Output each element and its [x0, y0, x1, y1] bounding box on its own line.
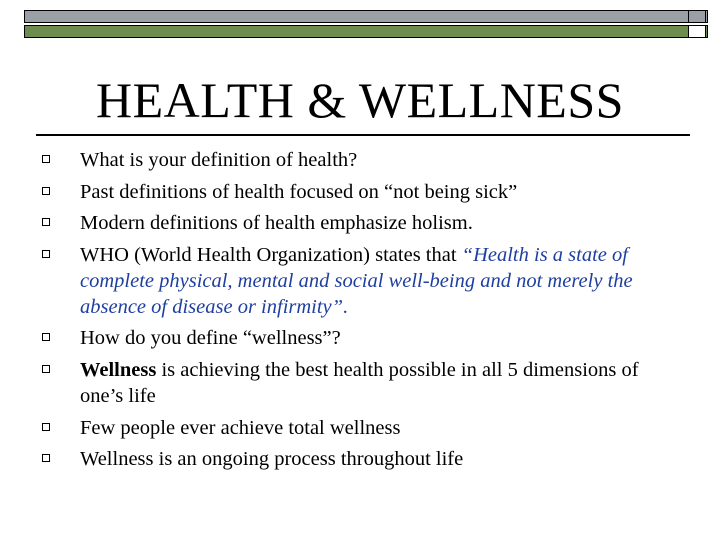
header-gray-band	[24, 10, 708, 23]
wellness-term: Wellness	[80, 358, 157, 381]
hollow-square-bullet-icon	[42, 187, 50, 195]
bullet-list	[42, 147, 682, 478]
bullet-text: Few people ever achieve total wellness	[80, 416, 401, 439]
bullet-text: WHO (World Health Organization) states that	[80, 243, 462, 266]
bullet-text: Wellness is an ongoing process throughout life	[80, 448, 464, 471]
hollow-square-bullet-icon	[42, 423, 50, 431]
hollow-square-bullet-icon	[42, 155, 50, 163]
header-decoration-bar	[24, 10, 708, 40]
bullet-text: What is your definition of health?	[80, 149, 358, 171]
bullet-item-who-definition	[42, 242, 682, 320]
hollow-square-bullet-icon	[42, 218, 50, 226]
bullet-item-wellness-definition	[42, 357, 682, 409]
hollow-square-bullet-icon	[42, 333, 50, 341]
who-quote-period: .	[343, 295, 349, 318]
who-quote: “Health is a state of complete physical, mental and social well-being and not merely the absence of disease or infirmity”	[80, 243, 633, 318]
bullet-item-wellness-question	[42, 325, 682, 351]
bullet-item-total-wellness	[42, 415, 682, 441]
hollow-square-bullet-icon	[42, 250, 50, 258]
header-corner-square-bottom	[688, 25, 706, 38]
bullet-text: Modern definitions of health emphasize holism.	[80, 212, 473, 235]
header-corner-square-top	[688, 10, 706, 23]
header-green-band	[24, 25, 708, 38]
bullet-item-past-definitions	[42, 179, 682, 205]
hollow-square-bullet-icon	[42, 365, 50, 373]
bullet-text: How do you define “wellness”?	[80, 327, 341, 350]
hollow-square-bullet-icon	[42, 454, 50, 462]
title-divider	[36, 134, 690, 136]
bullet-text: Past definitions of health focused on “not being sick”	[80, 180, 518, 203]
bullet-text: is achieving the best health possible in all 5 dimensions of one’s life	[80, 358, 639, 407]
bullet-item-ongoing-process	[42, 446, 682, 472]
slide-title: HEALTH & WELLNESS	[96, 72, 624, 128]
bullet-item-definition-question	[42, 147, 682, 173]
bullet-item-modern-definitions	[42, 210, 682, 236]
